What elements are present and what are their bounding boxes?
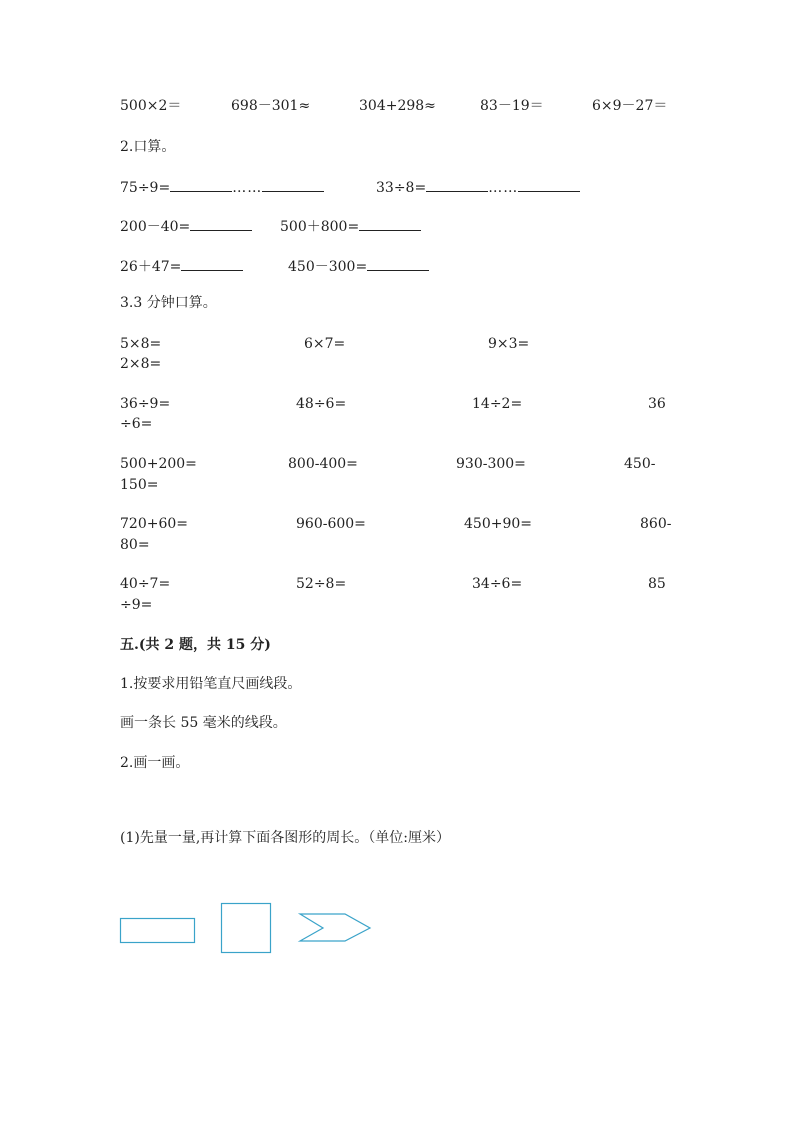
calc-item: 5×8=	[120, 336, 162, 352]
section-title: 五.(共 2 题，共 15 分)	[120, 637, 271, 653]
calc-item: 800-400=	[288, 456, 358, 472]
calc-item: 6×9－27＝	[592, 98, 668, 114]
calc-item: 150=	[120, 477, 159, 493]
calc-item: 860-	[640, 516, 672, 532]
calc-item: 33÷8=	[376, 180, 427, 196]
calc-item: 720+60=	[120, 516, 188, 532]
calc-item: 2×8=	[120, 356, 162, 372]
calc-item: 450+90=	[464, 516, 532, 532]
calc-item: 500×2＝	[120, 98, 182, 114]
calc-item: ÷6=	[120, 416, 153, 432]
calc-item: 83－19＝	[480, 98, 544, 114]
calc-item: 6×7=	[304, 336, 346, 352]
calc-item: 500+200=	[120, 456, 197, 472]
question-title: 2.画一画。	[120, 755, 190, 771]
calc-item: ÷9=	[120, 597, 153, 613]
calc-item: 85	[648, 576, 666, 592]
calc-item: 200－40=	[120, 219, 191, 235]
arrow-shape	[300, 914, 370, 941]
calc-item: 698－301≈	[231, 98, 311, 114]
question-title: 2.口算。	[120, 139, 176, 155]
calc-item: 36÷9=	[120, 396, 171, 412]
square-shape	[222, 904, 271, 953]
calc-item: 9×3=	[488, 336, 530, 352]
calc-item: 960-600=	[296, 516, 366, 532]
ellipsis: ……	[488, 180, 519, 196]
question-subtitle: (1)先量一量,再计算下面各图形的周长。（单位:厘米）	[120, 830, 450, 846]
calc-item: 450－300=	[288, 259, 368, 275]
question-title: 1.按要求用铅笔直尺画线段。	[120, 676, 302, 692]
calc-item: 930-300=	[456, 456, 526, 472]
calc-item: 48÷6=	[296, 396, 347, 412]
calc-item: 34÷6=	[472, 576, 523, 592]
calc-item: 36	[648, 396, 666, 412]
rectangle-shape	[121, 919, 195, 943]
calc-item: 304+298≈	[359, 98, 436, 114]
calc-item: 75÷9=	[120, 180, 171, 196]
calc-item: 52÷8=	[296, 576, 347, 592]
calc-item: 450-	[624, 456, 656, 472]
calc-item: 80=	[120, 537, 150, 553]
ellipsis: ……	[232, 180, 263, 196]
calc-item: 26＋47=	[120, 259, 182, 275]
calc-item: 500＋800=	[280, 219, 360, 235]
calc-item: 14÷2=	[472, 396, 523, 412]
question-text: 画一条长 55 毫米的线段。	[120, 715, 287, 731]
calc-item: 40÷7=	[120, 576, 171, 592]
question-title: 3.3 分钟口算。	[120, 295, 217, 311]
